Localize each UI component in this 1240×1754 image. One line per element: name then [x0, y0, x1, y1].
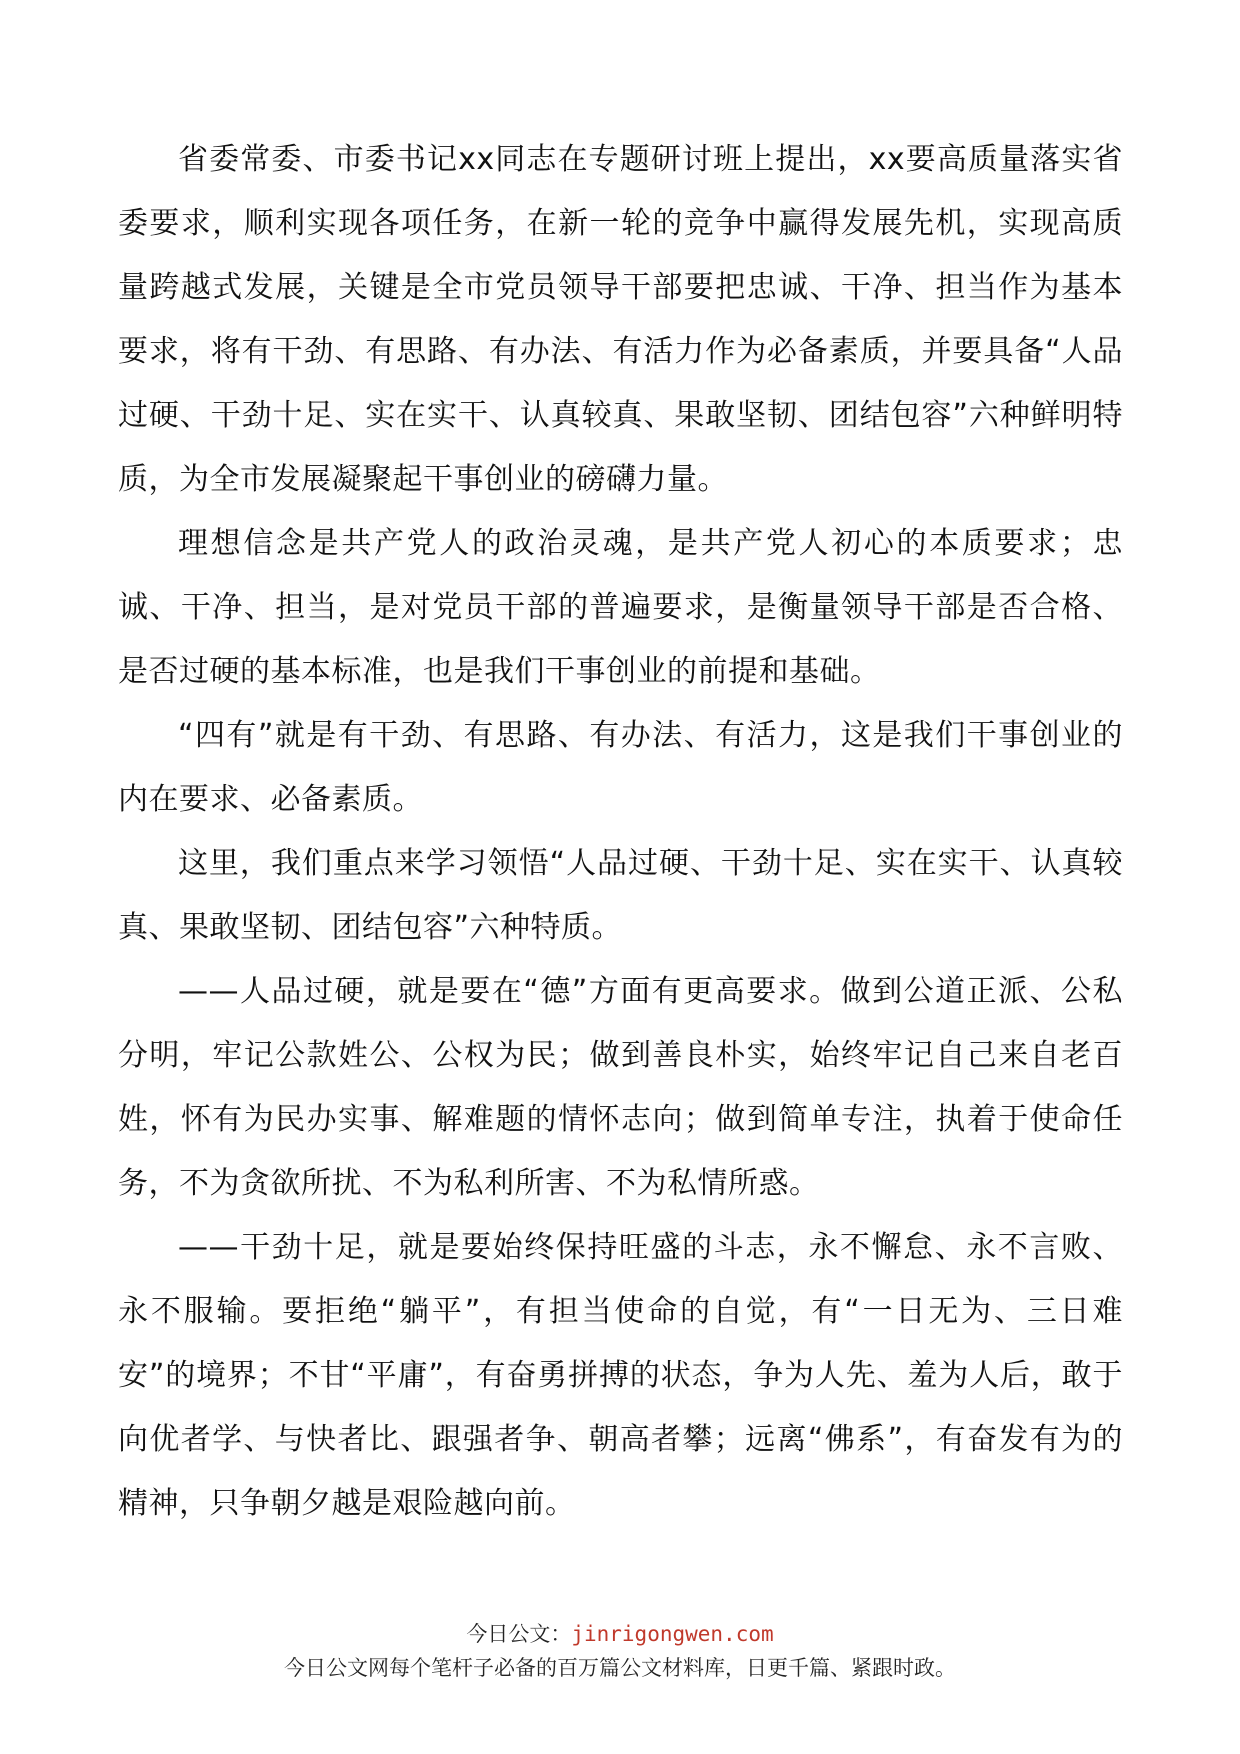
paragraph: 理想信念是共产党人的政治灵魂，是共产党人初心的本质要求；忠诚、干净、担当，是对党员干部的普遍要求，是衡量领导干部是否合格、是否过硬的基本标准，也是我们干事创业的前提和基础。: [118, 526, 1123, 689]
paragraph: 这里，我们重点来学习领悟“人品过硬、干劲十足、实在实干、认真较真、果敢坚韧、团结包容”六种特质。: [118, 846, 1123, 945]
paragraph: “四有”就是有干劲、有思路、有办法、有活力，这是我们干事创业的内在要求、必备素质。: [118, 718, 1123, 817]
document-body: [118, 128, 1123, 1536]
paragraph: ——人品过硬，就是要在“德”方面有更高要求。做到公道正派、公私分明，牢记公款姓公、公权为民；做到善良朴实，始终牢记自己来自老百姓，怀有为民办实事、解难题的情怀志向；做到简单专注，执着于使命任务，不为贪欲所扰、不为私利所害、不为私情所惑。: [118, 974, 1123, 1201]
footer-site-link[interactable]: jinrigongwen.com: [571, 1622, 774, 1646]
footer-site-label: 今日公文：: [466, 1622, 572, 1646]
paragraph: ——干劲十足，就是要始终保持旺盛的斗志，永不懈怠、永不言败、永不服输。要拒绝“躺平”，有担当使命的自觉，有“一日无为、三日难安”的境界；不甘“平庸”，有奋勇拼搏的状态，争为人先、羞为人后，敢于向优者学、与快者比、跟强者争、朝高者攀；远离“佛系”，有奋发有为的精神，只争朝夕越是艰险越向前。: [118, 1230, 1123, 1521]
footer-tagline: 今日公文网每个笔杆子必备的百万篇公文材料库，日更千篇、紧跟时政。: [284, 1656, 956, 1680]
footer-site-line: [0, 1618, 1240, 1648]
paragraph: 省委常委、市委书记xx同志在专题研讨班上提出，xx要高质量落实省委要求，顺利实现各项任务，在新一轮的竞争中赢得发展先机，实现高质量跨越式发展，关键是全市党员领导干部要把忠诚、干净、担当作为基本要求，将有干劲、有思路、有办法、有活力作为必备素质，并要具备“人品过硬、干劲十足、实在实干、认真较真、果敢坚韧、团结包容”六种鲜明特质，为全市发展凝聚起干事创业的磅礴力量。: [118, 142, 1123, 497]
